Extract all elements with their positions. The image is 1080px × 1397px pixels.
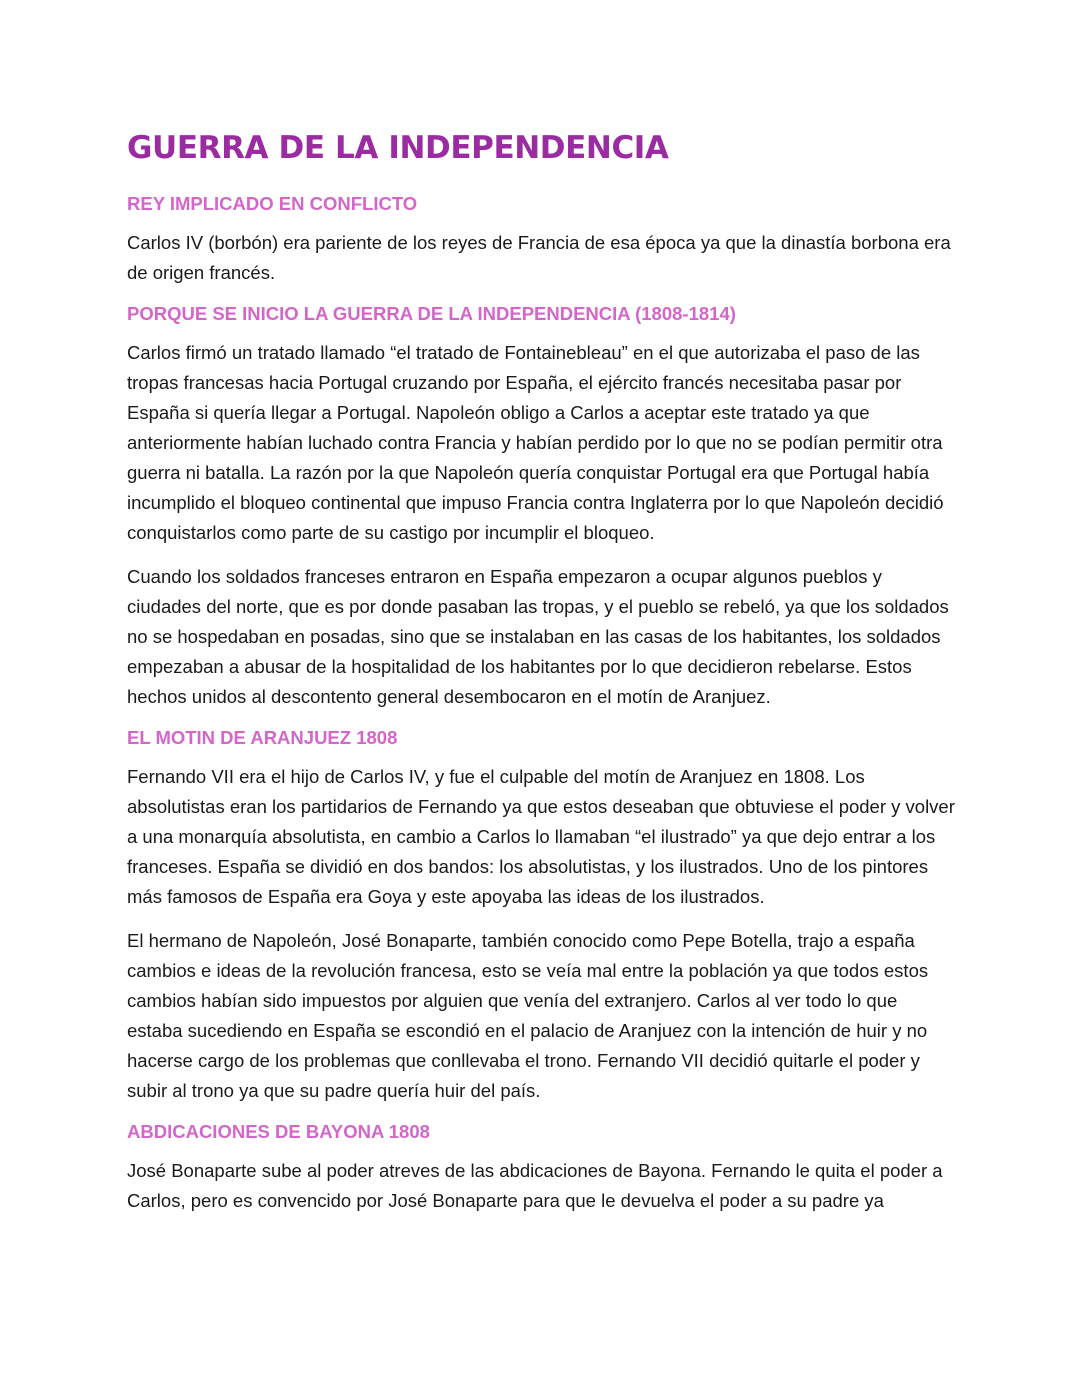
paragraph: El hermano de Napoleón, José Bonaparte, también conocido como Pepe Botella, trajo a españa cambios e ideas de la revolución francesa, esto se veía mal entre la población ya que todos estos cambios habían sido impuestos por alguien que venía del extranjero. Carlos al ver todo lo que estaba sucediendo en España se escondió en el palacio de Aranjuez con la intención de huir y no hacerse cargo de los problemas que conllevaba el trono. Fernando VII decidió quitarle el poder y subir al trono ya que su padre quería huir del país. — [127, 930, 929, 1101]
section-heading-rey-implicado: REY IMPLICADO EN CONFLICTO — [127, 193, 418, 214]
paragraph: Cuando los soldados franceses entraron en España empezaron a ocupar algunos pueblos y ciudades del norte, que es por donde pasaban las tropas, y el pueblo se rebeló, ya que los soldados no se hospedaban en posadas, sino que se instalaban en las casas de los habitantes, los soldados empezaban a abusar de la hospitalidad de los habitantes por lo que decidieron rebelarse. Estos hechos unidos al descontento general desembocaron en el motín de Aranjuez. — [127, 566, 949, 707]
paragraph: José Bonaparte sube al poder atreves de las abdicaciones de Bayona. Fernando le quita el poder a Carlos, pero es convencido por José Bonaparte para que le devuelva el poder a su padre ya — [127, 1160, 943, 1211]
document-page — [127, 126, 957, 1230]
page-title: GUERRA DE LA INDEPENDENCIA — [127, 130, 669, 166]
paragraph: Carlos firmó un tratado llamado “el tratado de Fontainebleau” en el que autorizaba el paso de las tropas francesas hacia Portugal cruzando por España, el ejército francés necesitaba pasar por España si quería llegar a Portugal. Napoleón obligo a Carlos a aceptar este tratado ya que anteriormente habían luchado contra Francia y habían perdido por lo que no se podían permitir otra guerra ni batalla. La razón por la que Napoleón quería conquistar Portugal era que Portugal había incumplido el bloqueo continental que impuso Francia contra Inglaterra por lo que Napoleón decidió conquistarlos como parte de su castigo por incumplir el bloqueo. — [127, 342, 944, 543]
section-heading-abdicaciones-bayona: ABDICACIONES DE BAYONA 1808 — [127, 1121, 430, 1142]
paragraph: Carlos IV (borbón) era pariente de los reyes de Francia de esa época ya que la dinastía borbona era de origen francés. — [127, 232, 951, 283]
section-heading-inicio-guerra: PORQUE SE INICIO LA GUERRA DE LA INDEPENDENCIA (1808-1814) — [127, 303, 736, 324]
section-heading-motin-aranjuez: EL MOTIN DE ARANJUEZ 1808 — [127, 727, 398, 748]
paragraph: Fernando VII era el hijo de Carlos IV, y fue el culpable del motín de Aranjuez en 1808. Los absolutistas eran los partidarios de Fernando ya que estos deseaban que obtuviese el poder y volver a una monarquía absolutista, en cambio a Carlos lo llamaban “el ilustrado” ya que dejo entrar a los franceses. España se dividió en dos bandos: los absolutistas, y los ilustrados. Uno de los pintores más famosos de España era Goya y este apoyaba las ideas de los ilustrados. — [127, 766, 955, 907]
